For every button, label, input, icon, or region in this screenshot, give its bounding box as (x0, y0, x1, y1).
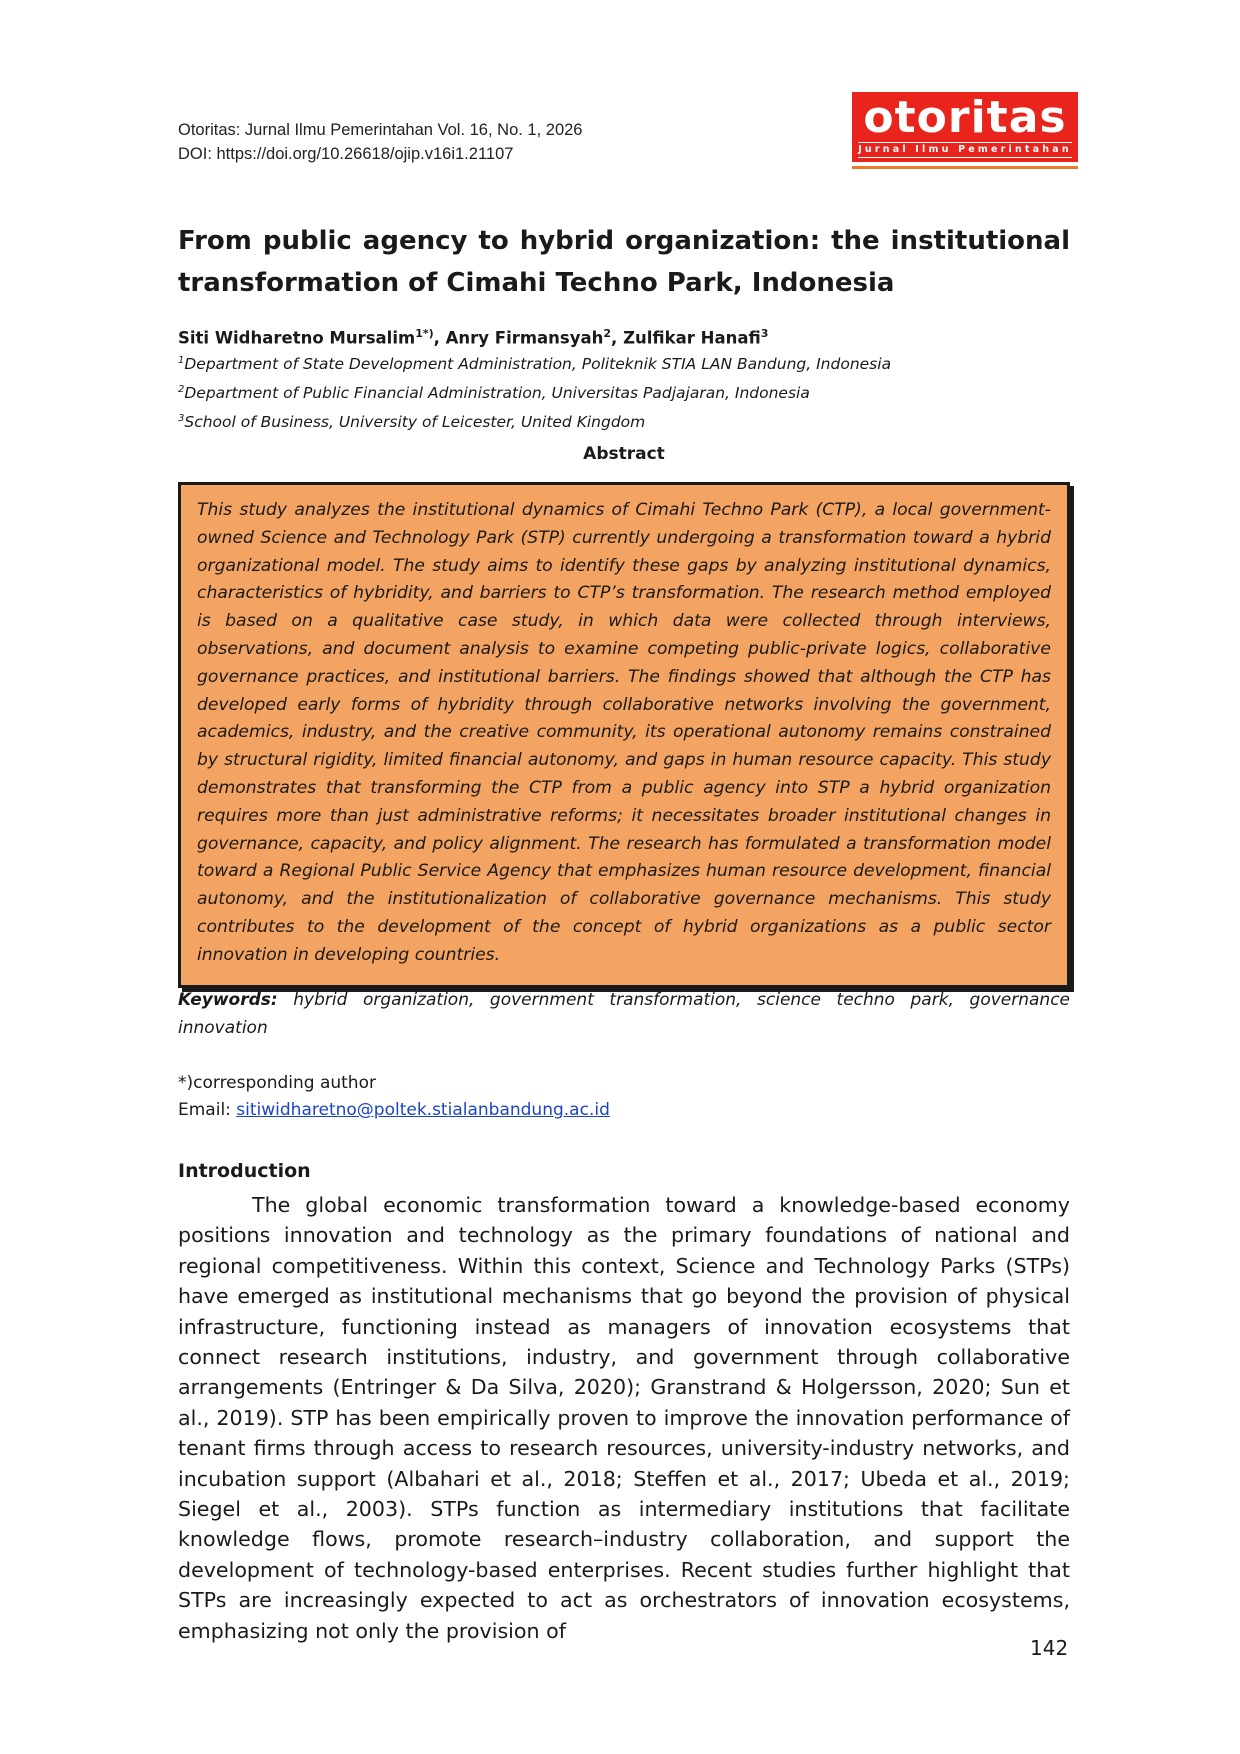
keywords-label: Keywords: (178, 990, 278, 1010)
doi-line: DOI: https://doi.org/10.26618/ojip.v16i1.21107 (178, 145, 514, 163)
journal-meta (178, 118, 582, 166)
paper-title: From public agency to hybrid organization: the institutional transformation of Cimahi Techno Park, Indonesia (178, 226, 1070, 298)
logo-subtitle: Jurnal Ilmu Pemerintahan (858, 142, 1072, 158)
logo-wordmark: otoritas (863, 92, 1067, 143)
email-link[interactable]: sitiwidharetno@poltek.stialanbandung.ac.id (236, 1100, 610, 1120)
introduction-text: The global economic transformation toward a knowledge-based economy positions innovation and technology as the primary foundations of national and regional competitiveness. Within this context, Science and Technology Parks (STPs) have emerged as institutional mechanisms that go beyond the provision of physical infrastructure, functioning instead as managers of innovation ecosystems that connect research institutions, industry, and government through collaborative arrangements (Entringer & Da Silva, 2020); Granstrand & Holgersson, 2020; Sun et al., 2019). STP has been empirically proven to improve the innovation performance of tenant firms through access to research resources, university-industry networks, and incubation support (Albahari et al., 2018; Steffen et al., 2017; Ubeda et al., 2019; Siegel et al., 2003). STPs function as intermediary institutions that facilitate knowledge flows, promote research–industry collaboration, and support the development of technology-based enterprises. Recent studies further highlight that STPs are increasingly expected to act as orchestrators of innovation ecosystems, emphasizing not only the provision of (178, 1193, 1070, 1643)
author-list: Siti Widharetno Mursalim$^{1*)}$, Anry Firmansyah$^2$, Zulfikar Hanafi$^3$ (178, 327, 769, 348)
email-line (178, 1097, 610, 1124)
abstract-text: This study analyzes the institutional dynamics of Cimahi Techno Park (CTP), a local government-owned Science and Technology Park (STP) currently undergoing a transformation toward a hybrid organizational model. The study aims to identify these gaps by analyzing institutional dynamics, characteristics of hybridity, and barriers to CTP’s transformation. The research method employed is based on a qualitative case study, in which data were collected through interviews, observations, and document analysis to examine competing public-private logics, collaborative governance practices, and institutional barriers. The findings showed that although the CTP has developed early forms of hybridity through collaborative networks involving the government, academics, industry, and the creative community, its operational autonomy remains constrained by structural rigidity, limited financial autonomy, and gaps in human resource capacity. This study demonstrates that transforming the CTP from a public agency into STP a hybrid organization requires more than just administrative reforms; it necessitates broader institutional changes in governance, capacity, and policy alignment. The research has formulated a transformation model toward a Regional Public Service Agency that emphasizes human resource development, financial autonomy, and the institutionalization of collaborative governance mechanisms. This study contributes to the development of the concept of hybrid organizations as a public sector innovation in developing countries. (197, 500, 1051, 965)
author-sup: 3 (760, 327, 769, 340)
author-name: Zulfikar Hanafi (623, 328, 761, 348)
affiliation: $^2$Department of Public Financial Administration, Universitas Padjajaran, Indonesia (178, 384, 810, 403)
affiliation: $^3$School of Business, University of Leicester, United Kingdom (178, 413, 646, 432)
author-sup: 2 (603, 327, 612, 340)
email-label: Email: (178, 1100, 237, 1120)
author-sup: 1*) (415, 327, 434, 340)
affiliation-list (178, 348, 891, 435)
corresponding-note: *)corresponding author (178, 1073, 376, 1093)
author-name: Siti Widharetno Mursalim (178, 328, 416, 348)
keywords (178, 986, 1070, 1042)
page-number: 142 (1030, 1636, 1069, 1660)
affiliation: $^1$Department of State Development Administration, Politeknik STIA LAN Bandung, Indonesia (178, 355, 892, 374)
journal-logo (852, 92, 1078, 162)
author-name: Anry Firmansyah (445, 328, 604, 348)
journal-citation: Otoritas: Jurnal Ilmu Pemerintahan Vol. 16, No. 1, 2026 (178, 121, 583, 139)
abstract-heading: Abstract (583, 444, 665, 464)
header-rule (852, 166, 1078, 169)
introduction-body (178, 1190, 1070, 1646)
keywords-text: hybrid organization, government transformation, science techno park, governance innovation (178, 990, 1070, 1038)
introduction-heading: Introduction (178, 1160, 311, 1182)
abstract-box (178, 482, 1070, 988)
correspondence (178, 1070, 610, 1124)
